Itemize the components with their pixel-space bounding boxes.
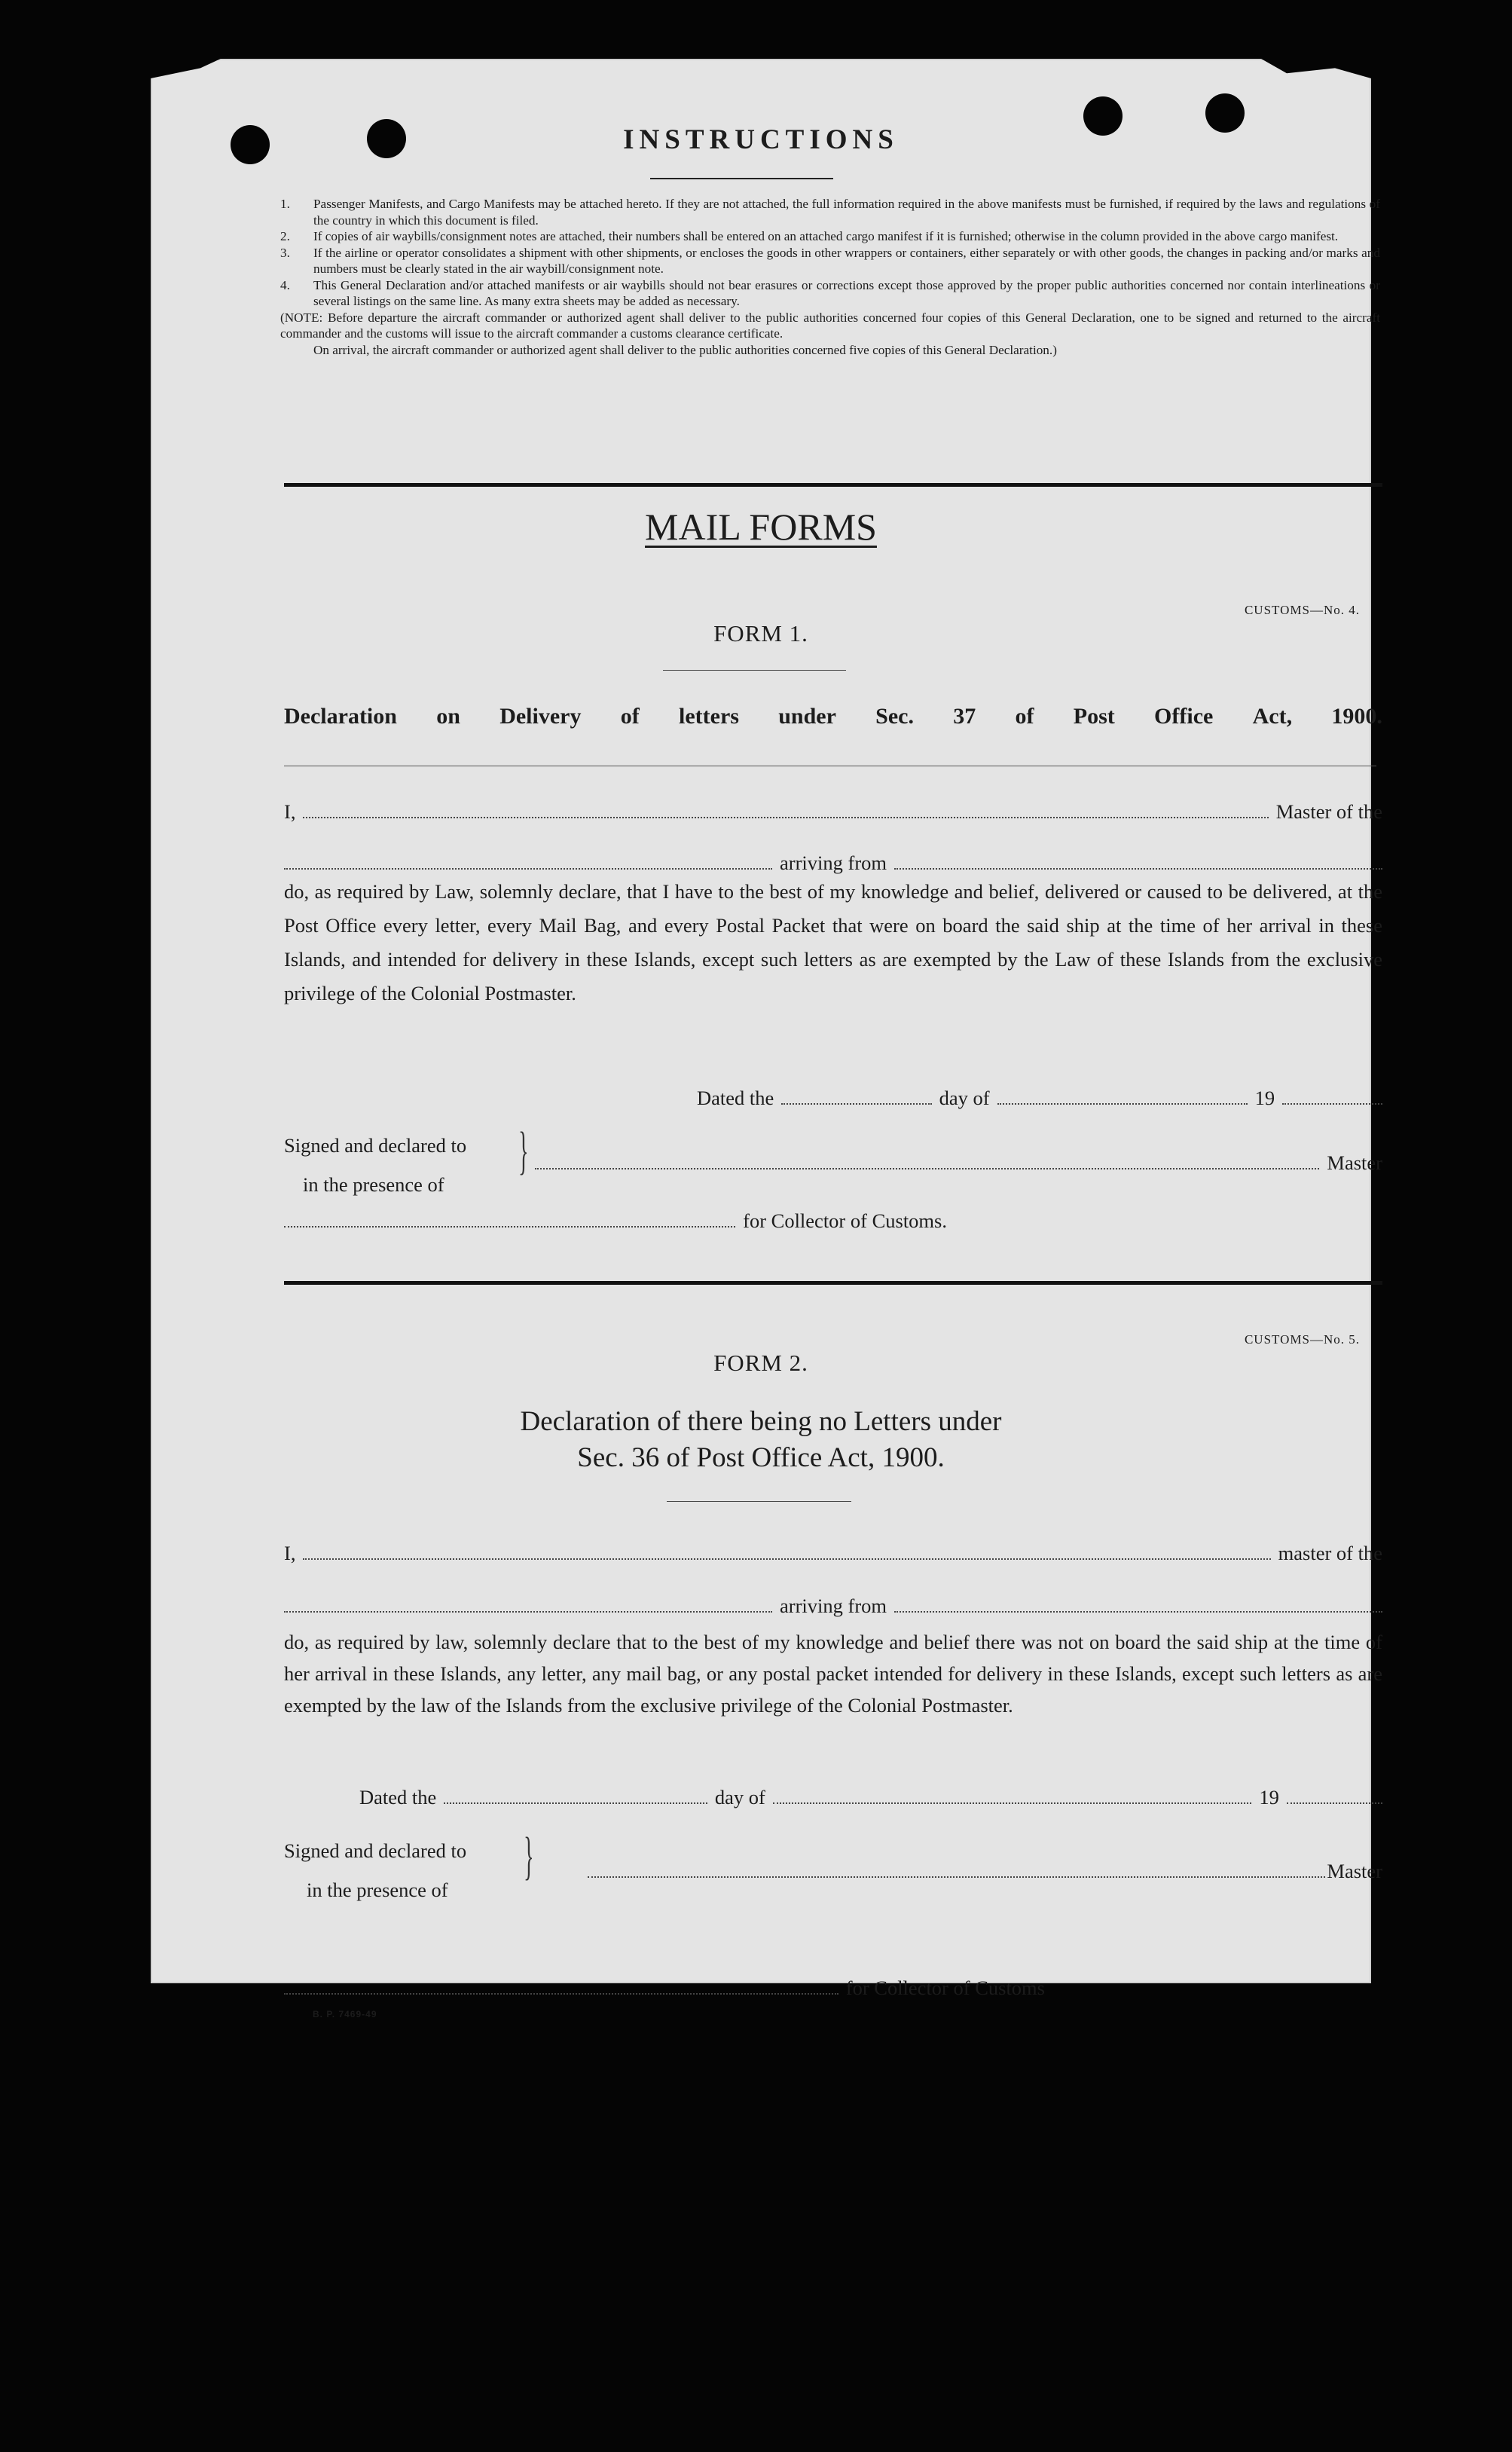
form2-arriving-label: arriving from	[779, 1594, 887, 1617]
form2-year-blank[interactable]	[1287, 1789, 1382, 1804]
instruction-number: 3.	[280, 245, 290, 260]
form1-month-blank[interactable]	[997, 1090, 1248, 1105]
form1-heading-word: on	[436, 704, 460, 729]
form2-master-line	[284, 1542, 1382, 1565]
form2-line1-start: I,	[284, 1542, 296, 1564]
form2-signature-blank[interactable]	[588, 1863, 1325, 1878]
form1-signed-block	[284, 1126, 466, 1204]
note-text: (NOTE: Before departure the aircraft commander or authorized agent shall deliver to the public authorities concerned four copies of this General Declaration, one to be signed and returned to the aircraft commander and the customs will issue to the aircraft commander a customs clearance certificate.	[280, 310, 1380, 341]
form1-label: FORM 1.	[713, 620, 808, 647]
form2-year-label: 19	[1259, 1786, 1279, 1808]
form1-heading-word: under	[778, 704, 836, 729]
form2-customs-number: CUSTOMS—No. 5.	[1244, 1332, 1360, 1347]
instruction-text: If the airline or operator consolidates a shipment with other shipments, or encloses the goods in other wrappers or containers, either separately or with other goods, the changes in packing and/or marks and numbers must be clearly stated in the air waybill/consignment note.	[313, 245, 1380, 276]
form2-day-blank[interactable]	[444, 1789, 707, 1804]
form1-heading-word: 1900.	[1331, 704, 1382, 729]
form1-body: do, as required by Law, solemnly declare, that I have to the best of my knowledge and belief, delivered or caused to be delivered, at the Post Office every letter, every Mail Bag, and every Postal Packet that were on board the said ship at the time of her arrival in these Islands, and intended for delivery in these Islands, except such letters as are exempted by the Law of these Islands from the exclusive privilege of the Colonial Postmaster.	[284, 880, 1382, 1004]
form1-master-label: Master	[1327, 1151, 1382, 1174]
instruction-item	[280, 277, 1380, 310]
form2-day-of-label: day of	[714, 1786, 765, 1808]
form1-collector-blank[interactable]	[284, 1212, 735, 1228]
form1-heading-word: of	[1015, 704, 1034, 729]
form2-origin-blank[interactable]	[894, 1597, 1382, 1613]
printer-code: B. P. 7469-49	[313, 2009, 377, 2019]
form2-collector-line	[284, 1977, 1045, 2000]
instruction-item	[280, 245, 1380, 277]
form2-signed-label: Signed and declared to	[284, 1839, 467, 1862]
form2-collector-label: for Collector of Customs	[845, 1977, 1045, 1999]
form1-line1-start: I,	[284, 800, 296, 823]
form2-heading-line2: Sec. 36 of Post Office Act, 1900.	[577, 1442, 945, 1473]
section-divider-top	[284, 483, 1382, 487]
form1-heading-word: Post	[1073, 704, 1115, 729]
form2-date-line	[359, 1786, 1382, 1809]
form2-presence-label: in the presence of	[307, 1879, 448, 1901]
form2-heading	[151, 1404, 1371, 1476]
form1-label-rule	[663, 670, 846, 671]
form2-signed-block	[284, 1831, 466, 1909]
form1-line1-end: Master of the	[1275, 800, 1382, 823]
form2-name-blank[interactable]	[303, 1545, 1270, 1560]
form1-name-blank[interactable]	[303, 803, 1268, 818]
instruction-item	[280, 196, 1380, 228]
form1-master-line	[284, 800, 1382, 824]
form1-heading-word: Act,	[1252, 704, 1293, 729]
form1-heading-word: of	[620, 704, 640, 729]
form1-year-label: 19	[1254, 1087, 1275, 1109]
form1-signature-blank[interactable]	[535, 1154, 1319, 1169]
instruction-number: 1.	[280, 197, 290, 211]
instructions-list	[280, 196, 1380, 358]
instruction-note-arrival	[280, 342, 1380, 359]
form2-brace: }	[524, 1827, 534, 1885]
form2-master-signature-line	[588, 1860, 1382, 1883]
form-sheet	[151, 59, 1382, 2019]
form1-heading-word: Delivery	[499, 704, 582, 729]
note-arrival-text: On arrival, the aircraft commander or authorized agent shall deliver to the public authorities concerned five copies of this General Declaration.)	[313, 342, 1057, 357]
form1-collector-label: for Collector of Customs.	[743, 1209, 947, 1232]
form2-ship-blank[interactable]	[284, 1597, 772, 1613]
instruction-number: 2.	[280, 229, 290, 243]
form2-body: do, as required by law, solemnly declare that to the best of my knowledge and belief there was not on board the said ship at the time of her arrival in these Islands, any letter, any mail bag, or any postal packet intended for delivery in these Islands, except such letters as are exempted by the law of the Islands from the exclusive privilege of the Colonial Postmaster.	[284, 1631, 1382, 1717]
form2-collector-blank[interactable]	[284, 1980, 838, 1995]
instruction-text: If copies of air waybills/consignment notes are attached, their numbers shall be entered on an attached cargo manifest if it is furnished; otherwise in the column provided in the above cargo manifest.	[313, 229, 1339, 243]
form2-line1-end: master of the	[1278, 1542, 1382, 1564]
form1-signed-label: Signed and declared to	[284, 1134, 467, 1157]
form1-brace: }	[518, 1122, 529, 1180]
form2-month-blank[interactable]	[773, 1789, 1252, 1804]
mail-forms-title: MAIL FORMS	[645, 506, 877, 548]
form1-dated-label: Dated the	[697, 1087, 774, 1109]
form2-arriving-line	[284, 1594, 1382, 1618]
form1-year-blank[interactable]	[1282, 1090, 1382, 1105]
form1-heading-word: Office	[1154, 704, 1214, 729]
instruction-text: Passenger Manifests, and Cargo Manifests may be attached hereto. If they are not attached, the full information required in the above manifests must be furnished, if required by the laws and regulations of the country in which this document is filed.	[313, 197, 1380, 228]
form1-heading	[284, 704, 1382, 729]
form1-customs-number: CUSTOMS—No. 4.	[1244, 603, 1360, 617]
form1-day-of-label: day of	[939, 1087, 990, 1109]
instruction-text: This General Declaration and/or attached manifests or air waybills should not bear erasures or corrections except those approved by the proper public authorities concerned nor contain interlineations or several listings on the same line. As many extra sheets may be added as necessary.	[313, 277, 1380, 308]
form1-collector-line	[284, 1209, 947, 1233]
form1-master-signature-line	[535, 1151, 1382, 1175]
instructions-title-rule	[650, 178, 833, 179]
form2-dated-label: Dated the	[359, 1786, 437, 1808]
form1-arriving-line	[284, 851, 1382, 875]
form1-ship-blank[interactable]	[284, 855, 772, 870]
form2-heading-rule	[667, 1501, 851, 1502]
form2-master-label: Master	[1327, 1860, 1382, 1882]
form1-heading-word: Declaration	[284, 704, 397, 729]
form1-heading-word: letters	[679, 704, 739, 729]
form1-arriving-label: arriving from	[779, 851, 887, 874]
instruction-note	[280, 310, 1380, 342]
form1-origin-blank[interactable]	[894, 855, 1382, 870]
form1-date-line	[697, 1087, 1382, 1110]
section-divider-middle	[284, 1281, 1382, 1285]
instruction-number: 4.	[280, 277, 290, 292]
instruction-item	[280, 228, 1380, 245]
form2-heading-line1: Declaration of there being no Letters under	[520, 1406, 1002, 1437]
form2-label: FORM 2.	[713, 1350, 808, 1376]
form1-day-blank[interactable]	[781, 1090, 931, 1105]
form1-heading-word: Sec.	[875, 704, 914, 729]
instructions-title: INSTRUCTIONS	[623, 124, 899, 155]
form1-heading-word: 37	[953, 704, 976, 729]
form1-presence-label: in the presence of	[303, 1173, 444, 1196]
